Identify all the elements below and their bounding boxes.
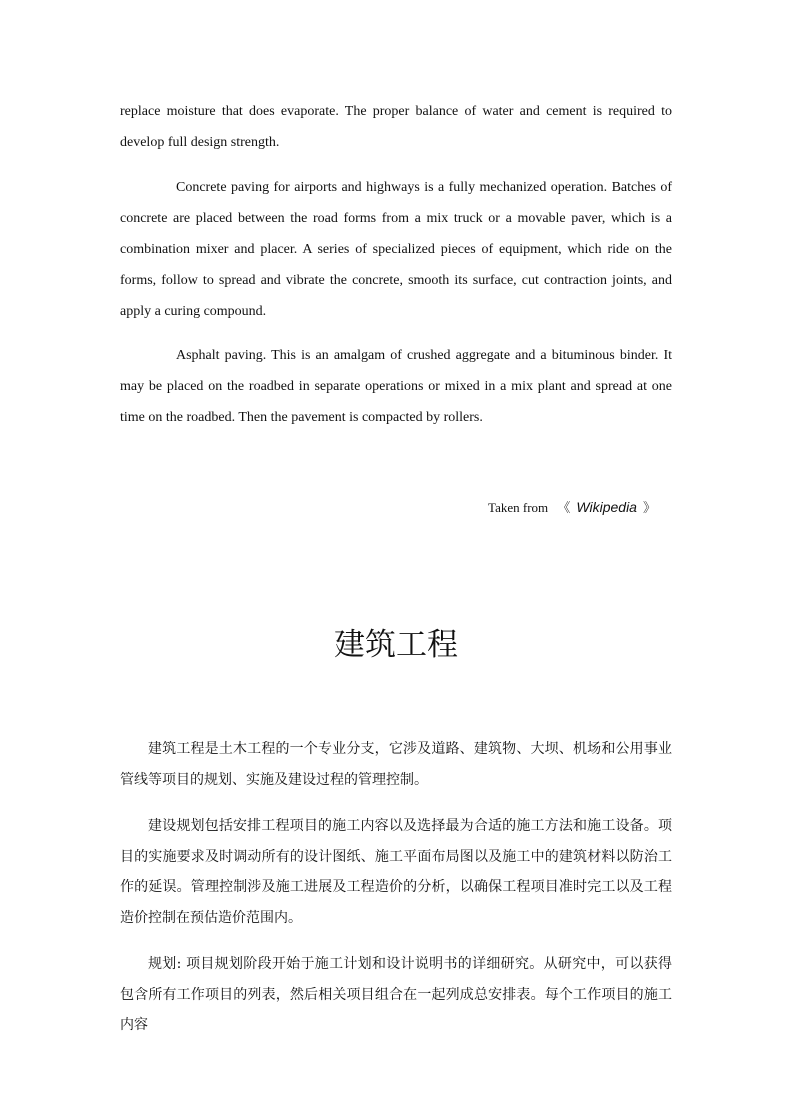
credit-source: Wikipedia [576, 499, 637, 515]
chinese-paragraph-3: 规划: 项目规划阶段开始于施工计划和设计说明书的详细研究。从研究中，可以获得包含所有工作项目的列表，然后相关项目组合在一起列成总安排表。每个工作项目的施工内容 [120, 956, 672, 1033]
english-paragraph-2: Concrete paving for airports and highways is a fully mechanized operation. Batches of concrete are placed between the road forms from a mix truck or a movable paver, which is a combination mixer and placer. A series of specialized pieces of equipment, which ride on the forms, follow to spread and vibrate the concrete, smooth its surface, cut contraction joints, and apply a curing compound. [120, 180, 672, 319]
english-paragraph-3: Asphalt paving. This is an amalgam of crushed aggregate and a bituminous binder. It may be placed on the roadbed in separate operations or mixed in a mix plant and spread at one time on the roadbed. Then the pavement is compacted by rollers. [120, 348, 672, 425]
close-bracket: 》 [642, 501, 656, 516]
source-credit [400, 492, 662, 524]
english-paragraph-1: replace moisture that does evaporate. The proper balance of water and cement is required to develop full design strength. [120, 104, 672, 150]
credit-prefix: Taken from [488, 500, 549, 515]
chinese-paragraph-1: 建筑工程是土木工程的一个专业分支，它涉及道路、建筑物、大坝、机场和公用事业管线等项目的规划、实施及建设过程的管理控制。 [120, 741, 672, 788]
chinese-title: 建筑工程 [334, 627, 458, 663]
open-bracket: 《 [557, 501, 571, 516]
chinese-paragraph-2: 建设规划包括安排工程项目的施工内容以及选择最为合适的施工方法和施工设备。项目的实施要求及时调动所有的设计图纸、施工平面布局图以及施工中的建筑材料以防治工作的延误。管理控制涉及施工进展及工程造价的分析，以确保工程项目准时完工以及工程造价控制在预估造价范围内。 [120, 818, 672, 926]
